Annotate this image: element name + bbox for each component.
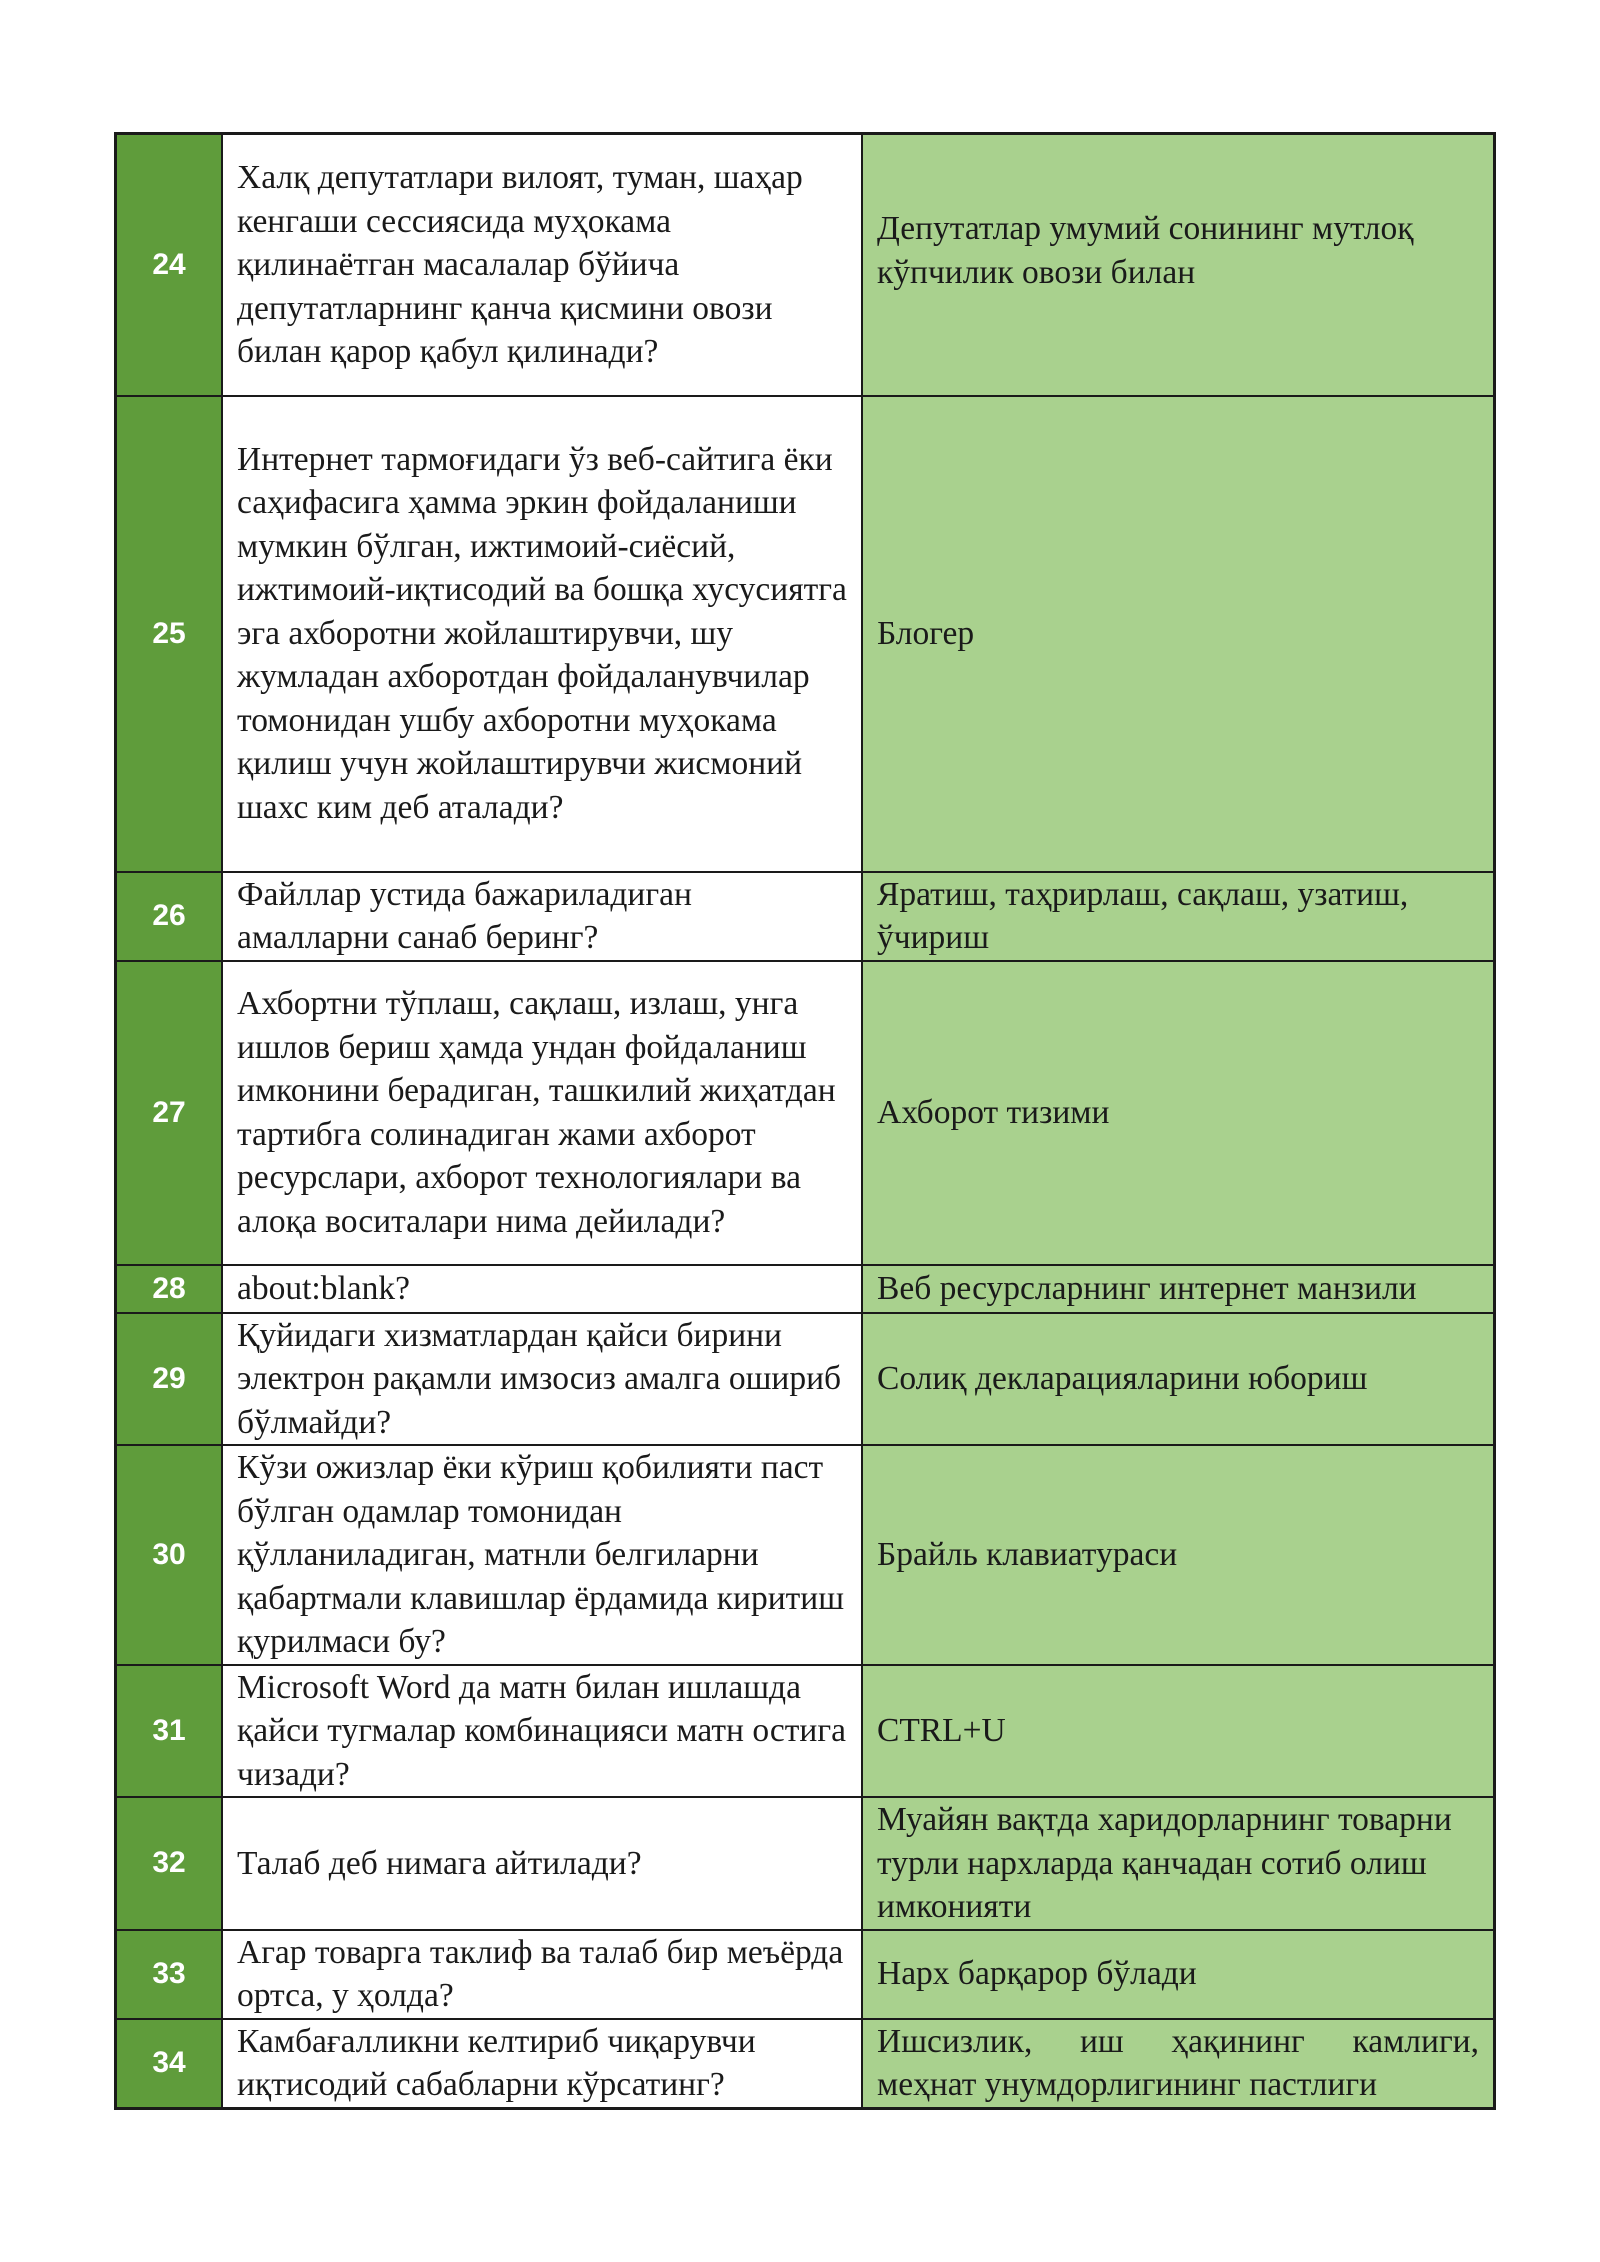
table-row: [116, 1265, 1495, 1313]
row-number: 29: [116, 1313, 223, 1446]
table-row: [116, 872, 1495, 961]
answer-cell: Брайль клавиатураси: [862, 1445, 1495, 1665]
table-row: [116, 1665, 1495, 1798]
row-number: 26: [116, 872, 223, 961]
question-cell: Талаб деб нимага айтилади?: [222, 1797, 862, 1930]
row-number: 31: [116, 1665, 223, 1798]
answer-cell: CTRL+U: [862, 1665, 1495, 1798]
question-cell: Халқ депутатлари вилоят, туман, шаҳар кенгаши сессиясида муҳокама қилинаётган масалалар бўйича депутатларнинг қанча қисмини овози билан қарор қабул қилинади?: [222, 134, 862, 396]
table-row: [116, 134, 1495, 396]
question-cell: Microsoft Word да матн билан ишлашда қайси тугмалар комбинацияси матн остига чизади?: [222, 1665, 862, 1798]
row-number: 32: [116, 1797, 223, 1930]
row-number: 33: [116, 1930, 223, 2019]
row-number: 25: [116, 396, 223, 872]
answer-cell: Солиқ декларацияларини юбориш: [862, 1313, 1495, 1446]
table-row: [116, 1797, 1495, 1930]
table-row: [116, 1313, 1495, 1446]
table-row: [116, 1445, 1495, 1665]
answer-cell: Яратиш, таҳрирлаш, сақлаш, узатиш, ўчириш: [862, 872, 1495, 961]
answer-cell: Депутатлар умумий сонининг мутлоқ кўпчилик овози билан: [862, 134, 1495, 396]
table-row: [116, 1930, 1495, 2019]
question-cell: Агар товарга таклиф ва талаб бир меъёрда ортса, у ҳолда?: [222, 1930, 862, 2019]
answer-cell: Нарх барқарор бўлади: [862, 1930, 1495, 2019]
row-number: 24: [116, 134, 223, 396]
row-number: 28: [116, 1265, 223, 1313]
answer-cell: Ахборот тизими: [862, 961, 1495, 1265]
row-number: 34: [116, 2019, 223, 2109]
question-cell: Кўзи ожизлар ёки кўриш қобилияти паст бўлган одамлар томонидан қўлланиладиган, матнли белгиларни қабартмали клавишлар ёрдамида киритиш қурилмаси бу?: [222, 1445, 862, 1665]
row-number: 30: [116, 1445, 223, 1665]
answer-cell: [862, 2019, 1495, 2109]
answer-cell: Блогер: [862, 396, 1495, 872]
qa-table: [114, 132, 1496, 2110]
answer-line: меҳнат унумдорлигининг пастлиги: [877, 2066, 1378, 2103]
answer-cell: Муайян вақтда харидорларнинг товарни турли нархларда қанчадан сотиб олиш имконияти: [862, 1797, 1495, 1930]
question-cell: Файллар устида бажариладиган амалларни санаб беринг?: [222, 872, 862, 961]
row-number: 27: [116, 961, 223, 1265]
question-cell: Камбағалликни келтириб чиқарувчи иқтисодий сабабларни кўрсатинг?: [222, 2019, 862, 2109]
table-row: [116, 2019, 1495, 2109]
question-cell: Ахбортни тўплаш, сақлаш, излаш, унга ишлов бериш ҳамда ундан фойдаланиш имконини берадиган, ташкилий жиҳатдан тартибга солинадиган жами ахборот ресурслари, ахборот технологиялари ва алоқа воситалари нима дейилади?: [222, 961, 862, 1265]
question-cell: Интернет тармоғидаги ўз веб-сайтига ёки саҳифасига ҳамма эркин фойдаланиши мумкин бўлган, ижтимоий-сиёсий, ижтимоий-иқтисодий ва бошқа хусусиятга эга ахборотни жойлаштирувчи, шу жумладан ахборотдан фойдаланувчилар томонидан ушбу ахборотни муҳокама қилиш учун жойлаштирувчи жисмоний шахс ким деб аталади?: [222, 396, 862, 872]
answer-line: Ишсизлик, иш ҳақининг камлиги,: [877, 2022, 1479, 2060]
question-cell: Қуйидаги хизматлардан қайси бирини электрон рақамли имзосиз амалга ошириб бўлмайди?: [222, 1313, 862, 1446]
question-cell: about:blank?: [222, 1265, 862, 1313]
table-row: [116, 396, 1495, 872]
table-row: [116, 961, 1495, 1265]
answer-cell: Веб ресурсларнинг интернет манзили: [862, 1265, 1495, 1313]
